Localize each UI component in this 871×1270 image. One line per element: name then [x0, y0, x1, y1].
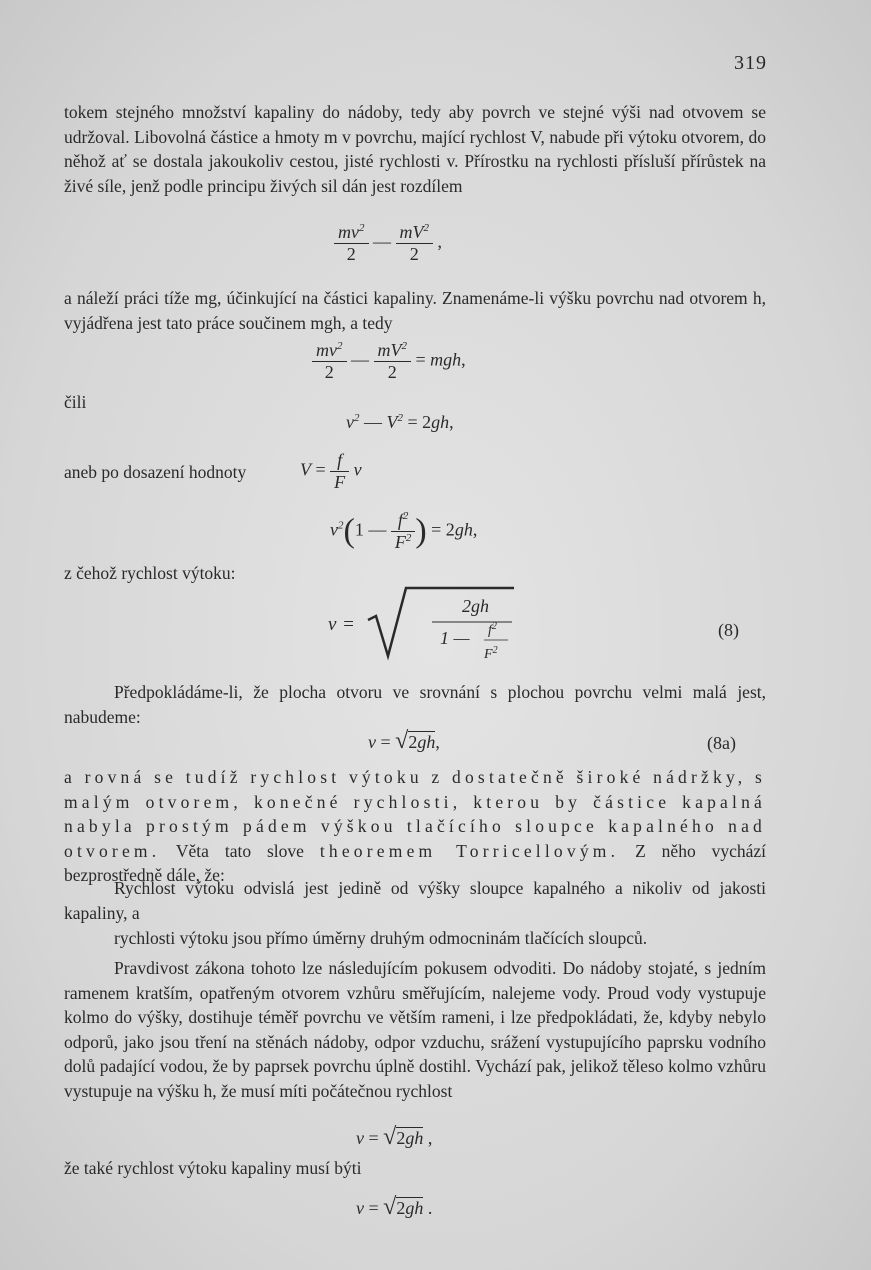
- paragraph-conclusion-2: rychlosti výtoku jsou přímo úměrny druhým odmocninám tlačících sloupců.: [114, 928, 648, 948]
- radical-sign-icon: [324, 582, 524, 662]
- equation-velocity-factor: $v^2(1$ — $\frac{f^2}{F^2}$ ) = 2gh,: [330, 510, 478, 552]
- svg-text:=: =: [342, 614, 355, 635]
- equation-energy-balance: $\frac{mv^2}{2}$ — $\frac{mV^2}{2}$ = mgh,: [312, 340, 466, 383]
- equation-final: v = √2gh .: [356, 1194, 433, 1220]
- paragraph-conclusion-1: Rychlost výtoku odvislá jest jedině od výšky sloupce kapalného a nikoliv od jakosti kapaliny, a: [64, 878, 766, 923]
- equation-velocity-squared: $v^2$ — $V^2 = 2gh$,: [346, 412, 454, 432]
- equation-substitution: V = $\frac{f}{F}$ v: [300, 450, 362, 492]
- paragraph-assumption: Předpokládáme-li, že plocha otvoru ve srovnání s plochou povrchu velmi malá jest, nabudeme:: [64, 682, 766, 727]
- paragraph-intro: tokem stejného množství kapaliny do nádoby, tedy aby povrch ve stejné výši nad otvovem se udržoval. Libovolná částice a hmoty m v povrchu, mající rychlost V, nabude při výtoku otvorem, do něhož ať se dostala jakoukoliv cestou, jisté rychlosti v. Přírostku na rychlosti přísluší přírůstek na živé síle, jenž podle principu živých sil dán jest rozdílem: [64, 102, 766, 196]
- equation-number-8a: (8a): [707, 733, 736, 753]
- svg-text:v: v: [328, 614, 337, 635]
- page-number: 319: [734, 52, 767, 74]
- svg-text:f2: $f^2$: [488, 621, 497, 638]
- equation-initial-velocity: v = √2gh ,: [356, 1124, 433, 1150]
- label-substitution: aneb po dosazení hodnoty: [64, 462, 247, 482]
- paragraph-final: že také rychlost výtoku kapaliny musí býti: [64, 1158, 362, 1178]
- torricelli-intro: Věta tato slove: [175, 840, 304, 861]
- torricelli-statement: a rovná se tudíž rychlost výtoku z dostatečně široké nádržky, s malým otvorem, konečné rychlosti, kterou by částice kapalná nabyla prostým pádem výškou tlačícího sloupce kapalného nad otvorem.: [64, 767, 766, 861]
- equation-number-8: (8): [718, 620, 739, 640]
- paragraph-torricelli: [64, 765, 766, 888]
- torricelli-consequence: Z něho vychází bezprostředně dále, že:: [64, 840, 767, 885]
- equation-kinetic-difference: $\frac{mv^2}{2}$ — $\frac{mV^2}{2}$ ,: [334, 222, 442, 265]
- svg-text:1 —: 1 —: [440, 628, 470, 648]
- svg-text:F2: $F^2$: [484, 645, 498, 662]
- label-outflow-velocity: z čehož rychlost výtoku:: [64, 563, 236, 583]
- torricelli-theorem-name: theoremem Torricellovým.: [319, 840, 620, 861]
- label-cili: čili: [64, 392, 87, 412]
- equation-8a: v = √2gh,: [368, 728, 440, 754]
- svg-text:2gh: 2gh: [462, 596, 489, 616]
- paragraph-work: a náleží práci tíže mg, účinkující na částici kapaliny. Znamenáme-li výšku povrchu nad otvorem h, vyjádřena jest tato práce součinem mgh, a tedy: [64, 288, 766, 333]
- paragraph-experiment: Pravdivost zákona tohoto lze následujícím pokusem odvoditi. Do nádoby stojaté, s jedním ramenem kratším, opatřeným otvorem vzhůru směřujícím, nalejeme vody. Proud vody vystupuje kolmo do výšky, dostihuje téměř povrchu ve větším rameni, i lze předpokládati, že, kdyby nebylo odporů, jako jsou tření na stěnách nádoby, odpor vzduchu, srážení vystupujícího paprsku vodního dolů padající vodou, že by paprsek povrchu úplně dostihl. Vychází pak, jelikož těleso kolmo vzhůru vystupuje na výšku h, že musí míti počátečnou rychlost: [64, 958, 766, 1101]
